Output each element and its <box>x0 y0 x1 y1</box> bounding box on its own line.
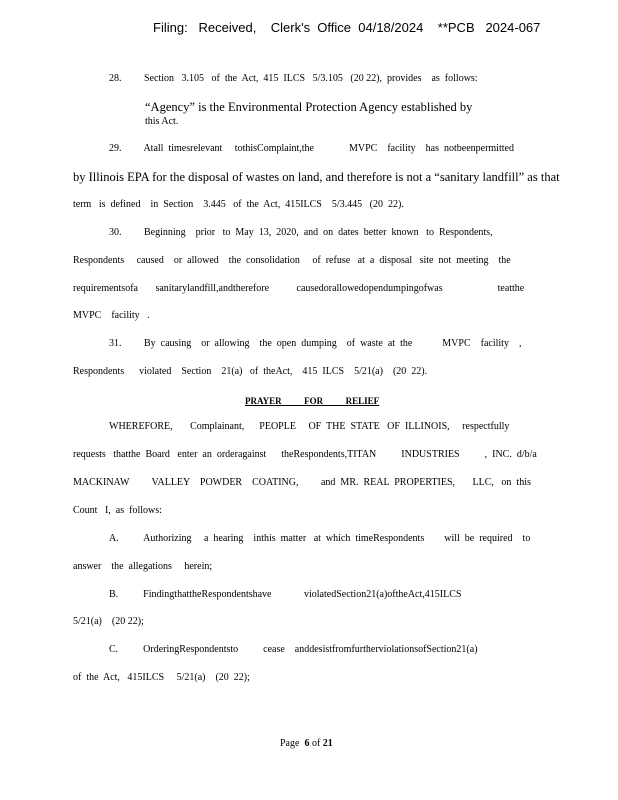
of-word: of <box>311 738 321 749</box>
text-line: 5/21(a) (20 22); <box>73 616 144 627</box>
page-footer <box>280 738 333 749</box>
text-line: answer the allegations herein; <box>73 561 213 572</box>
text-line: 29. Atall timesrelevant tothisComplaint,the MVPC facility has notbeenpermitted <box>109 143 514 154</box>
text-line: 31. By causing or allowing the open dumping of waste at the MVPC facility , <box>109 338 522 349</box>
text-line: requests thatthe Board enter an orderagainst theRespondents,TITAN INDUSTRIES , INC. d/b/a <box>73 449 537 460</box>
text-line: MVPC facility . <box>73 310 150 321</box>
text-line: A. Authorizing a hearing inthis matter at which timeRespondents will be required to <box>109 533 531 544</box>
text-line: WHEREFORE, Complainant, PEOPLE OF THE STATE OF ILLINOIS, respectfully <box>109 421 510 432</box>
page-word: Page <box>280 738 300 749</box>
text-line: by Illinois EPA for the disposal of wastes on land, and therefore is not a “sanitary landfill” as that <box>73 170 560 184</box>
prayer-for-relief-heading: PRAYER FOR RELIEF <box>245 396 380 406</box>
text-line: of the Act, 415ILCS 5/21(a) (20 22); <box>73 672 250 683</box>
text-line: 30. Beginning prior to May 13, 2020, and on dates better known to Respondents, <box>109 227 493 238</box>
text-line: Respondents violated Section 21(a) of theAct, 415 ILCS 5/21(a) (20 22). <box>73 366 428 377</box>
text-line: Respondents caused or allowed the consolidation of refuse at a disposal site not meeting the <box>73 255 511 266</box>
text-line: “Agency” is the Environmental Protection Agency established by <box>145 100 473 114</box>
text-line: term is defined in Section 3.445 of the Act, 415ILCS 5/3.445 (20 22). <box>73 199 404 210</box>
text-line: C. OrderingRespondentsto cease anddesistfromfurtherviolationsofSection21(a) <box>109 644 478 655</box>
text-line: Count I, as follows: <box>73 505 162 516</box>
text-line: requirementsofa sanitarylandfill,andtherefore causedorallowedopendumpingofwas teatthe <box>73 283 525 294</box>
filing-header: Filing: Received, Clerk's Office 04/18/2024 **PCB 2024-067 <box>153 20 541 35</box>
text-line: B. FindingthattheRespondentshave violatedSection21(a)oftheAct,415ILCS <box>109 589 462 600</box>
page-number: 6 <box>304 738 310 749</box>
text-line: this Act. <box>145 116 179 127</box>
page-total: 21 <box>322 738 333 749</box>
text-line: MACKINAW VALLEY POWDER COATING, and MR. REAL PROPERTIES, LLC, on this <box>73 477 531 488</box>
text-line: 28. Section 3.105 of the Act, 415 ILCS 5/3.105 (20 22), provides as follows: <box>109 73 478 84</box>
